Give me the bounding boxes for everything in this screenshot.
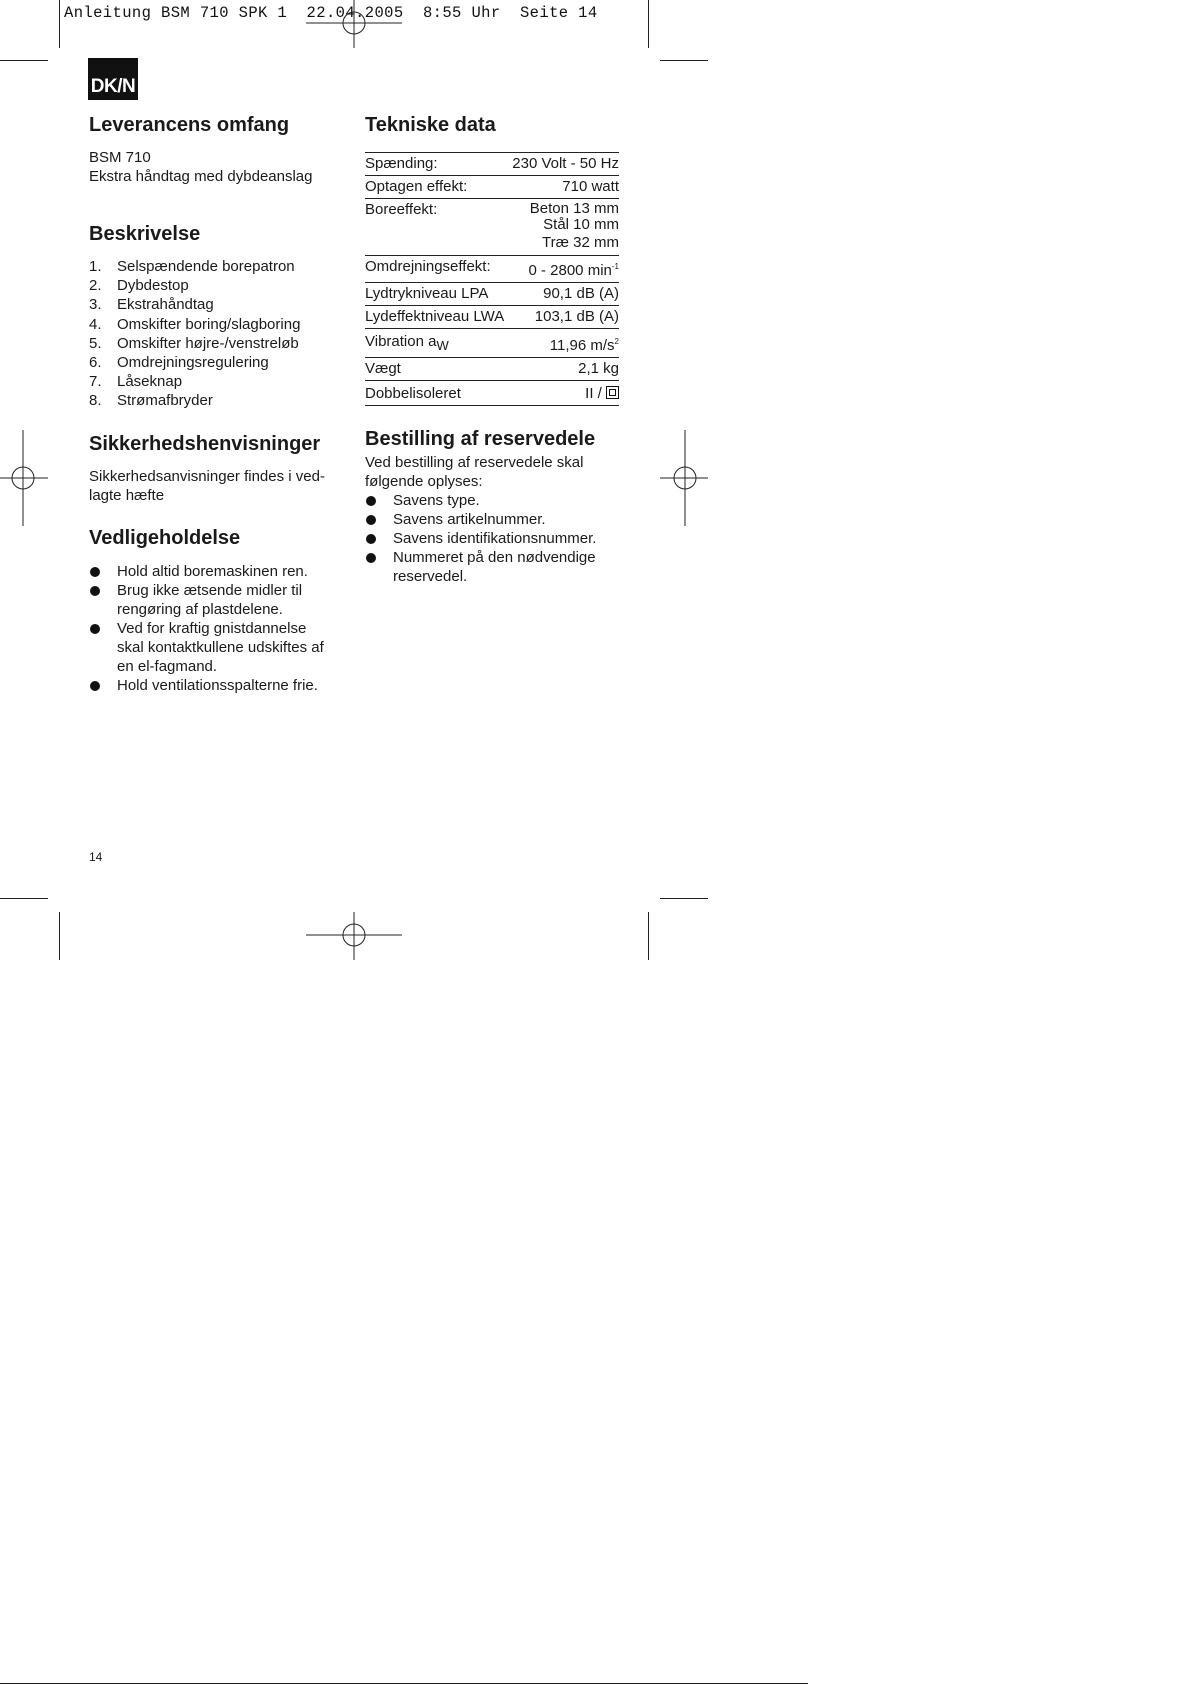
spec-subscript: W	[436, 338, 449, 353]
item-text: rengøring af plastdelene.	[117, 600, 283, 618]
spec-value: 0 - 2800 min	[528, 262, 612, 279]
list-item	[365, 548, 619, 586]
item-text: Strømafbryder	[117, 392, 213, 410]
table-row	[365, 256, 619, 283]
maintenance-section	[89, 527, 354, 695]
list-item	[365, 529, 619, 548]
list-item	[89, 295, 354, 314]
bullet-icon	[89, 676, 117, 695]
item-number: 1.	[89, 258, 102, 275]
list-item	[365, 491, 619, 510]
spec-value: II /	[585, 385, 602, 402]
list-item	[89, 391, 354, 410]
table-row	[365, 381, 619, 406]
spec-label-group	[365, 329, 509, 358]
scope-line: BSM 710	[89, 149, 151, 166]
table-row	[365, 358, 619, 381]
spare-parts-intro: følgende oplyses:	[365, 473, 483, 490]
left-column	[89, 114, 354, 695]
bullet-icon	[365, 529, 393, 548]
item-text: reservedel.	[393, 568, 468, 585]
item-number: 4.	[89, 315, 102, 333]
item-text: Ekstrahåndtag	[117, 296, 214, 314]
list-item	[89, 372, 354, 391]
item-text: Nummeret på den nødvendige	[393, 549, 596, 566]
item-text: Brug ikke ætsende midler til	[117, 581, 303, 599]
list-item	[89, 562, 354, 581]
safety-section	[89, 433, 354, 505]
bullet-icon	[89, 581, 117, 619]
spec-label: Dobbelisoleret	[365, 385, 461, 402]
safety-title: Sikkerhedshenvisninger	[89, 432, 321, 455]
tech-title: Tekniske data	[365, 114, 496, 136]
bullet-icon	[365, 548, 393, 586]
maintenance-list	[89, 562, 354, 695]
parts-list	[89, 257, 354, 411]
maintenance-title: Vedligeholdelse	[89, 526, 241, 549]
tech-table	[365, 152, 619, 406]
item-text: Låseknap	[117, 373, 183, 391]
item-text: Savens type.	[393, 492, 480, 509]
list-item	[89, 676, 354, 695]
table-row	[365, 283, 619, 306]
print-header: Anleitung BSM 710 SPK 1 22.04.2005 8:55 Uhr Seite 14	[64, 4, 598, 22]
scope-line: Ekstra håndtag med dybdeanslag	[89, 168, 313, 185]
item-number: 8.	[89, 392, 102, 410]
item-text: Ved for kraftig gnistdannelse	[117, 619, 307, 637]
item-text: Omskifter boring/slagboring	[117, 315, 301, 333]
bullet-icon	[365, 491, 393, 510]
item-number: 2.	[89, 277, 102, 295]
bullet-icon	[89, 562, 117, 581]
list-item	[89, 353, 354, 372]
spec-value: 710 watt	[562, 178, 619, 195]
item-text: Hold ventilationsspalterne frie.	[117, 676, 318, 694]
spec-value-group	[509, 256, 619, 283]
description-section	[89, 223, 354, 411]
spare-parts-intro: Ved bestilling af reservedele skal	[365, 454, 584, 471]
spec-value-group	[509, 329, 619, 358]
spec-value: Stål 10 mm	[543, 216, 619, 233]
item-text: Dybdestop	[117, 277, 189, 295]
registration-mark-right	[660, 430, 708, 526]
spec-label: Optagen effekt:	[365, 178, 468, 195]
spec-value: 2,1 kg	[578, 360, 619, 377]
item-text: Hold altid boremaskinen ren.	[117, 562, 308, 580]
item-number: 6.	[89, 354, 102, 372]
list-item	[89, 315, 354, 334]
right-column	[365, 114, 619, 586]
list-item	[89, 276, 354, 295]
list-item	[365, 510, 619, 529]
table-row	[365, 199, 619, 256]
registration-mark-left	[0, 430, 48, 526]
item-text: Omskifter højre-/venstreløb	[117, 334, 299, 352]
language-badge: DK/N	[88, 58, 138, 100]
list-item	[89, 619, 354, 676]
spec-superscript: 2	[614, 337, 619, 346]
list-item	[89, 257, 354, 276]
spec-superscript: -1	[611, 262, 619, 271]
spec-label: Vibration a	[365, 333, 437, 350]
spec-label: Lydtrykniveau LPA	[365, 285, 489, 302]
table-row	[365, 176, 619, 199]
spec-value: Beton 13 mm	[529, 200, 619, 217]
item-number: 7.	[89, 373, 102, 391]
spare-parts-title: Bestilling af reservedele	[365, 428, 596, 450]
spec-label: Boreeffekt:	[365, 201, 438, 218]
spec-value: 11,96 m/s	[549, 337, 615, 354]
double-insulation-icon	[606, 386, 619, 399]
list-item	[89, 581, 354, 619]
page-number: 14	[89, 850, 103, 864]
item-number: 5.	[89, 334, 102, 352]
spec-label: Lydeffektniveau LWA	[365, 308, 505, 325]
spec-value: Træ 32 mm	[542, 234, 619, 251]
registration-mark-top	[306, 0, 402, 50]
scope-title: Leverancens omfang	[89, 114, 290, 136]
tech-section	[365, 114, 619, 406]
list-item	[89, 334, 354, 353]
item-text: skal kontaktkullene udskiftes af	[117, 638, 324, 656]
spare-parts-list	[365, 491, 619, 586]
item-number: 3.	[89, 296, 102, 314]
registration-mark-bottom	[306, 912, 402, 962]
spec-value: 90,1 dB (A)	[543, 285, 619, 302]
table-row	[365, 306, 619, 329]
bullet-icon	[365, 510, 393, 529]
spec-label: Vægt	[365, 360, 401, 377]
spec-label: Omdrejningseffekt:	[365, 258, 491, 275]
spec-value-group	[509, 199, 619, 256]
bullet-icon	[89, 619, 117, 676]
spare-parts-section	[365, 428, 619, 586]
item-text: Savens identifikationsnummer.	[393, 530, 597, 547]
spec-label: Spænding:	[365, 155, 438, 172]
scope-section	[89, 114, 354, 186]
safety-line: lagte hæfte	[89, 486, 165, 504]
description-title: Beskrivelse	[89, 223, 201, 245]
safety-line: Sikkerhedsanvisninger findes i ved-	[89, 467, 325, 485]
item-text: en el-fagmand.	[117, 657, 218, 675]
item-text: Selspændende borepatron	[117, 258, 295, 275]
spec-value: 230 Volt - 50 Hz	[512, 155, 619, 172]
item-text: Omdrejningsregulering	[117, 354, 269, 372]
spec-value: 103,1 dB (A)	[534, 308, 619, 325]
item-text: Savens artikelnummer.	[393, 511, 546, 528]
table-row	[365, 329, 619, 358]
spec-value-group	[509, 381, 619, 406]
table-row	[365, 153, 619, 176]
